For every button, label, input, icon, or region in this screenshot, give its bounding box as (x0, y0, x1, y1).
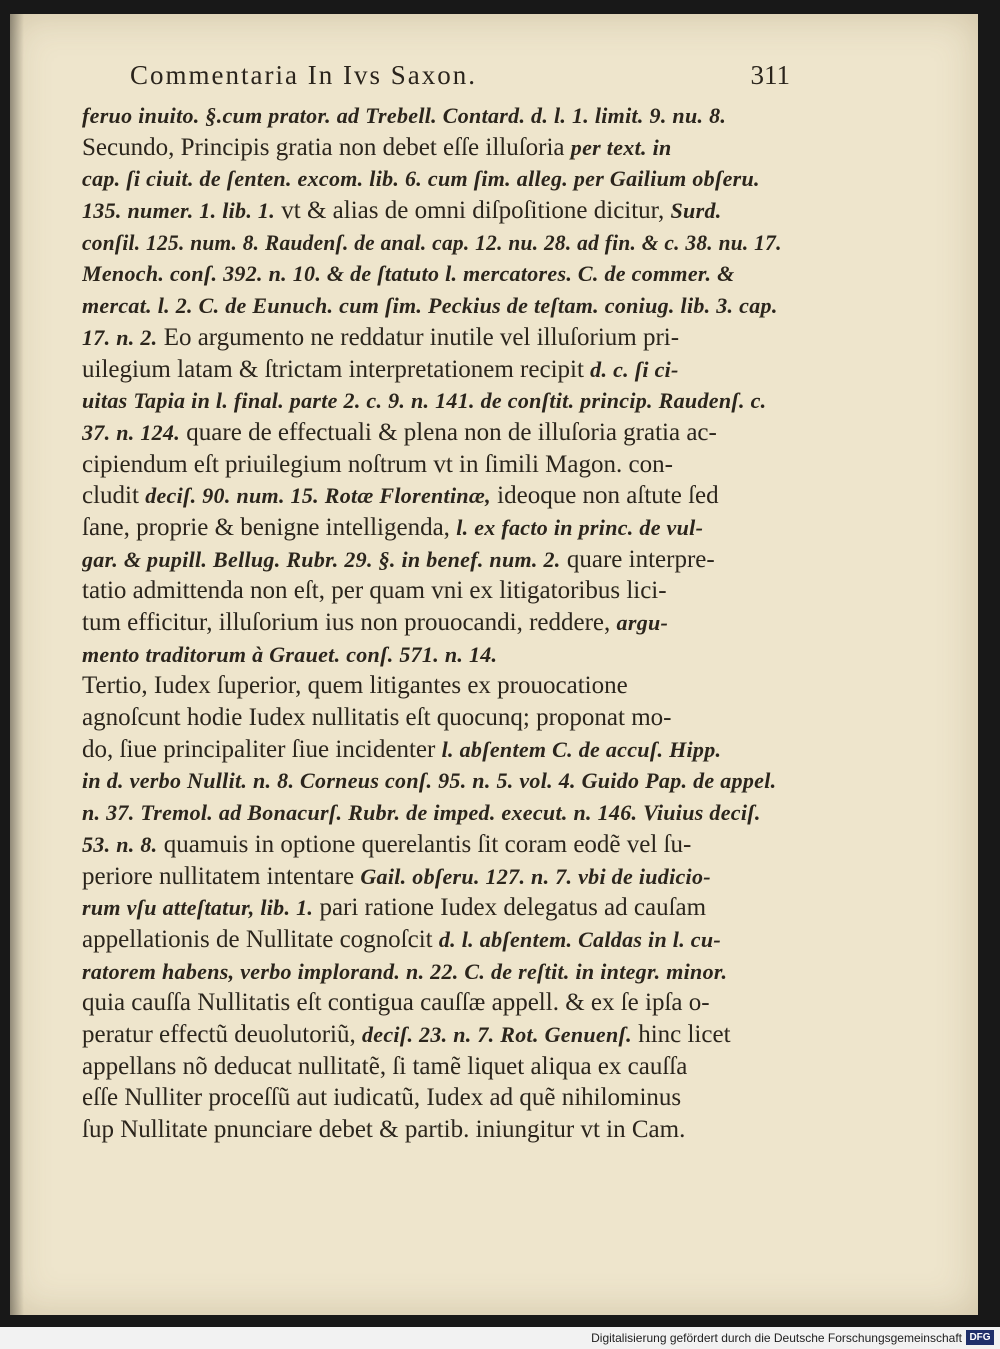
body-text-run: tum efficitur, illuſorium ius non prouocandi, reddere, (82, 609, 617, 636)
text-line (82, 1114, 782, 1146)
text-line (82, 322, 782, 354)
citation-text: mento traditorum à Grauet. conſ. 571. n. 14. (82, 641, 498, 667)
body-text-run: cludit (82, 482, 146, 510)
citation-text: 17. n. 2. (82, 324, 158, 350)
text-line (82, 734, 782, 766)
citation-text: Surd. (670, 198, 722, 224)
body-text-run: appellationis de Nullitate cognoſcit (82, 925, 439, 953)
text-line (82, 449, 782, 481)
text-line (82, 290, 782, 322)
text-line (82, 195, 782, 227)
citation-text: l. ex facto in princ. de vul- (456, 514, 704, 540)
text-line (82, 132, 782, 164)
dfg-logo: DFG (966, 1330, 994, 1345)
citation-text: d. l. abſentem. Caldas in l. cu- (438, 926, 722, 952)
text-line (82, 670, 782, 702)
text-line (82, 1051, 782, 1083)
body-text-run: agnoſcunt hodie Iudex nullitatis eſt quocunq; proponat mo- (82, 704, 672, 732)
citation-text: 135. numer. 1. lib. 1. (82, 198, 276, 224)
citation-text: deciſ. 90. num. 15. Rotæ Florentinæ, (145, 483, 491, 509)
footer-credit: Digitalisierung gefördert durch die Deutsche Forschungsgemeinschaft (591, 1331, 962, 1345)
body-text-run: quamuis in optione querelantis ſit coram eodẽ vel ſu- (157, 830, 692, 858)
text-line (82, 797, 782, 829)
gutter-shadow (10, 14, 24, 1315)
body-text-run: quare de effectuali & plena non de illuſoria gratia ac- (180, 418, 717, 446)
text-line (82, 163, 782, 195)
text-line (82, 575, 782, 607)
body-text-run: pari ratione Iudex delegatus ad cauſam (313, 894, 707, 922)
body-text-run: ſup Nullitate pnunciare debet & partib. iniungitur vt in Cam. (82, 1116, 686, 1143)
citation-text: cap. ſi ciuit. de ſenten. excom. lib. 6. cum ſim. alleg. per Gailium obſeru. (82, 166, 760, 192)
text-line (82, 861, 782, 893)
citation-text: Gail. obſeru. 127. n. 7. vbi de iudicio- (360, 863, 711, 889)
text-line (82, 639, 782, 671)
text-line (82, 607, 782, 639)
citation-text: gar. & pupill. Bellug. Rubr. 29. §. in benef. num. 2. (82, 546, 561, 572)
body-text-run: ideoque non aſtute ſed (490, 482, 719, 510)
body-text-run: do, ſiue principaliter ſiue incidenter (82, 735, 442, 763)
text-line (82, 258, 782, 290)
citation-text: uitas Tapia in l. final. parte 2. c. 9. n. 141. de conſtit. princip. Raudenſ. c. (82, 388, 767, 414)
citation-text: argu- (616, 610, 669, 635)
citation-text: rum vſu atteſtatur, lib. 1. (82, 895, 314, 921)
text-line (82, 1019, 782, 1051)
text-line (82, 354, 782, 386)
citation-text: 53. n. 8. (82, 831, 158, 857)
citation-text: d. c. ſi ci- (590, 356, 679, 382)
text-line (82, 544, 782, 576)
body-text-run: Tertio, Iudex ſuperior, quem litigantes ex prouocatione (82, 672, 628, 700)
body-text-run: appellans nõ deducat nullitatẽ, ſi tamẽ liquet aliqua ex cauſſa (82, 1052, 688, 1080)
body-text-run: periore nullitatem intentare (82, 862, 361, 890)
text-line (82, 385, 782, 417)
citation-text: per text. in (570, 134, 672, 160)
body-text-run: uilegium latam & ſtrictam interpretationem recipit (82, 355, 591, 383)
running-header (130, 60, 790, 91)
text-line (82, 417, 782, 449)
citation-text: ratorem habens, verbo implorand. n. 22. C. de reſtit. in integr. minor. (82, 958, 728, 984)
body-text-run: hinc licet (631, 1020, 731, 1048)
body-text (82, 100, 782, 1146)
citation-text: l. abſentem C. de accuſ. Hipp. (441, 736, 722, 762)
citation-text: n. 37. Tremol. ad Bonacurſ. Rubr. de imped. execut. n. 146. Viuius deciſ. (82, 800, 761, 826)
text-line (82, 702, 782, 734)
text-line (82, 100, 782, 132)
citation-text: in d. verbo Nullit. n. 8. Corneus conſ. 95. n. 5. vol. 4. Guido Pap. de appel. (82, 768, 777, 794)
body-text-run: quare interpre- (560, 545, 715, 573)
body-text-run: Secundo, Principis gratia non debet eſſe illuſoria (82, 133, 571, 161)
citation-text: feruo inuito. §.cum prator. ad Trebell. Contard. d. l. 1. limit. 9. nu. 8. (82, 103, 727, 128)
body-text-run: eſſe Nulliter proceſſũ aut iudicatũ, Iudex ad quẽ nihilominus (82, 1084, 682, 1112)
text-line (82, 227, 782, 259)
text-line (82, 987, 782, 1019)
text-line (82, 956, 782, 988)
text-line (82, 892, 782, 924)
running-title: Commentaria In Ivs Saxon. (130, 60, 477, 90)
body-text-run: Eo argumento ne reddatur inutile vel illuſorium pri- (157, 323, 680, 351)
body-text-run: peratur effectũ deuolutoriũ, (82, 1020, 362, 1048)
text-line (82, 1082, 782, 1114)
citation-text: conſil. 125. num. 8. Raudenſ. de anal. cap. 12. nu. 28. ad fin. & c. 38. nu. 17. (82, 229, 782, 255)
text-line (82, 480, 782, 512)
body-text-run: cipiendum eſt priuilegium noſtrum vt in ſimili Magon. con- (82, 450, 673, 478)
citation-text: mercat. l. 2. C. de Eunuch. cum ſim. Peckius de teſtam. coniug. lib. 3. cap. (82, 293, 778, 319)
body-text-run: quia cauſſa Nullitatis eſt contigua cauſſæ appell. & ex ſe ipſa o- (82, 989, 710, 1017)
text-line (82, 765, 782, 797)
page-number: 311 (750, 60, 790, 90)
body-text-run: vt & alias de omni diſpoſitione dicitur, (275, 197, 671, 225)
citation-text: 37. n. 124. (82, 419, 181, 445)
body-text-run: tatio admittenda non eſt, per quam vni ex litigatoribus lici- (82, 577, 667, 605)
text-line (82, 512, 782, 544)
text-line (82, 924, 782, 956)
citation-text: deciſ. 23. n. 7. Rot. Genuenſ. (361, 1021, 632, 1047)
body-text-run: ſane, proprie & benigne intelligenda, (82, 513, 457, 541)
citation-text: Menoch. conſ. 392. n. 10. & de ſtatuto l. mercatores. C. de commer. & (82, 261, 735, 287)
text-line (82, 829, 782, 861)
